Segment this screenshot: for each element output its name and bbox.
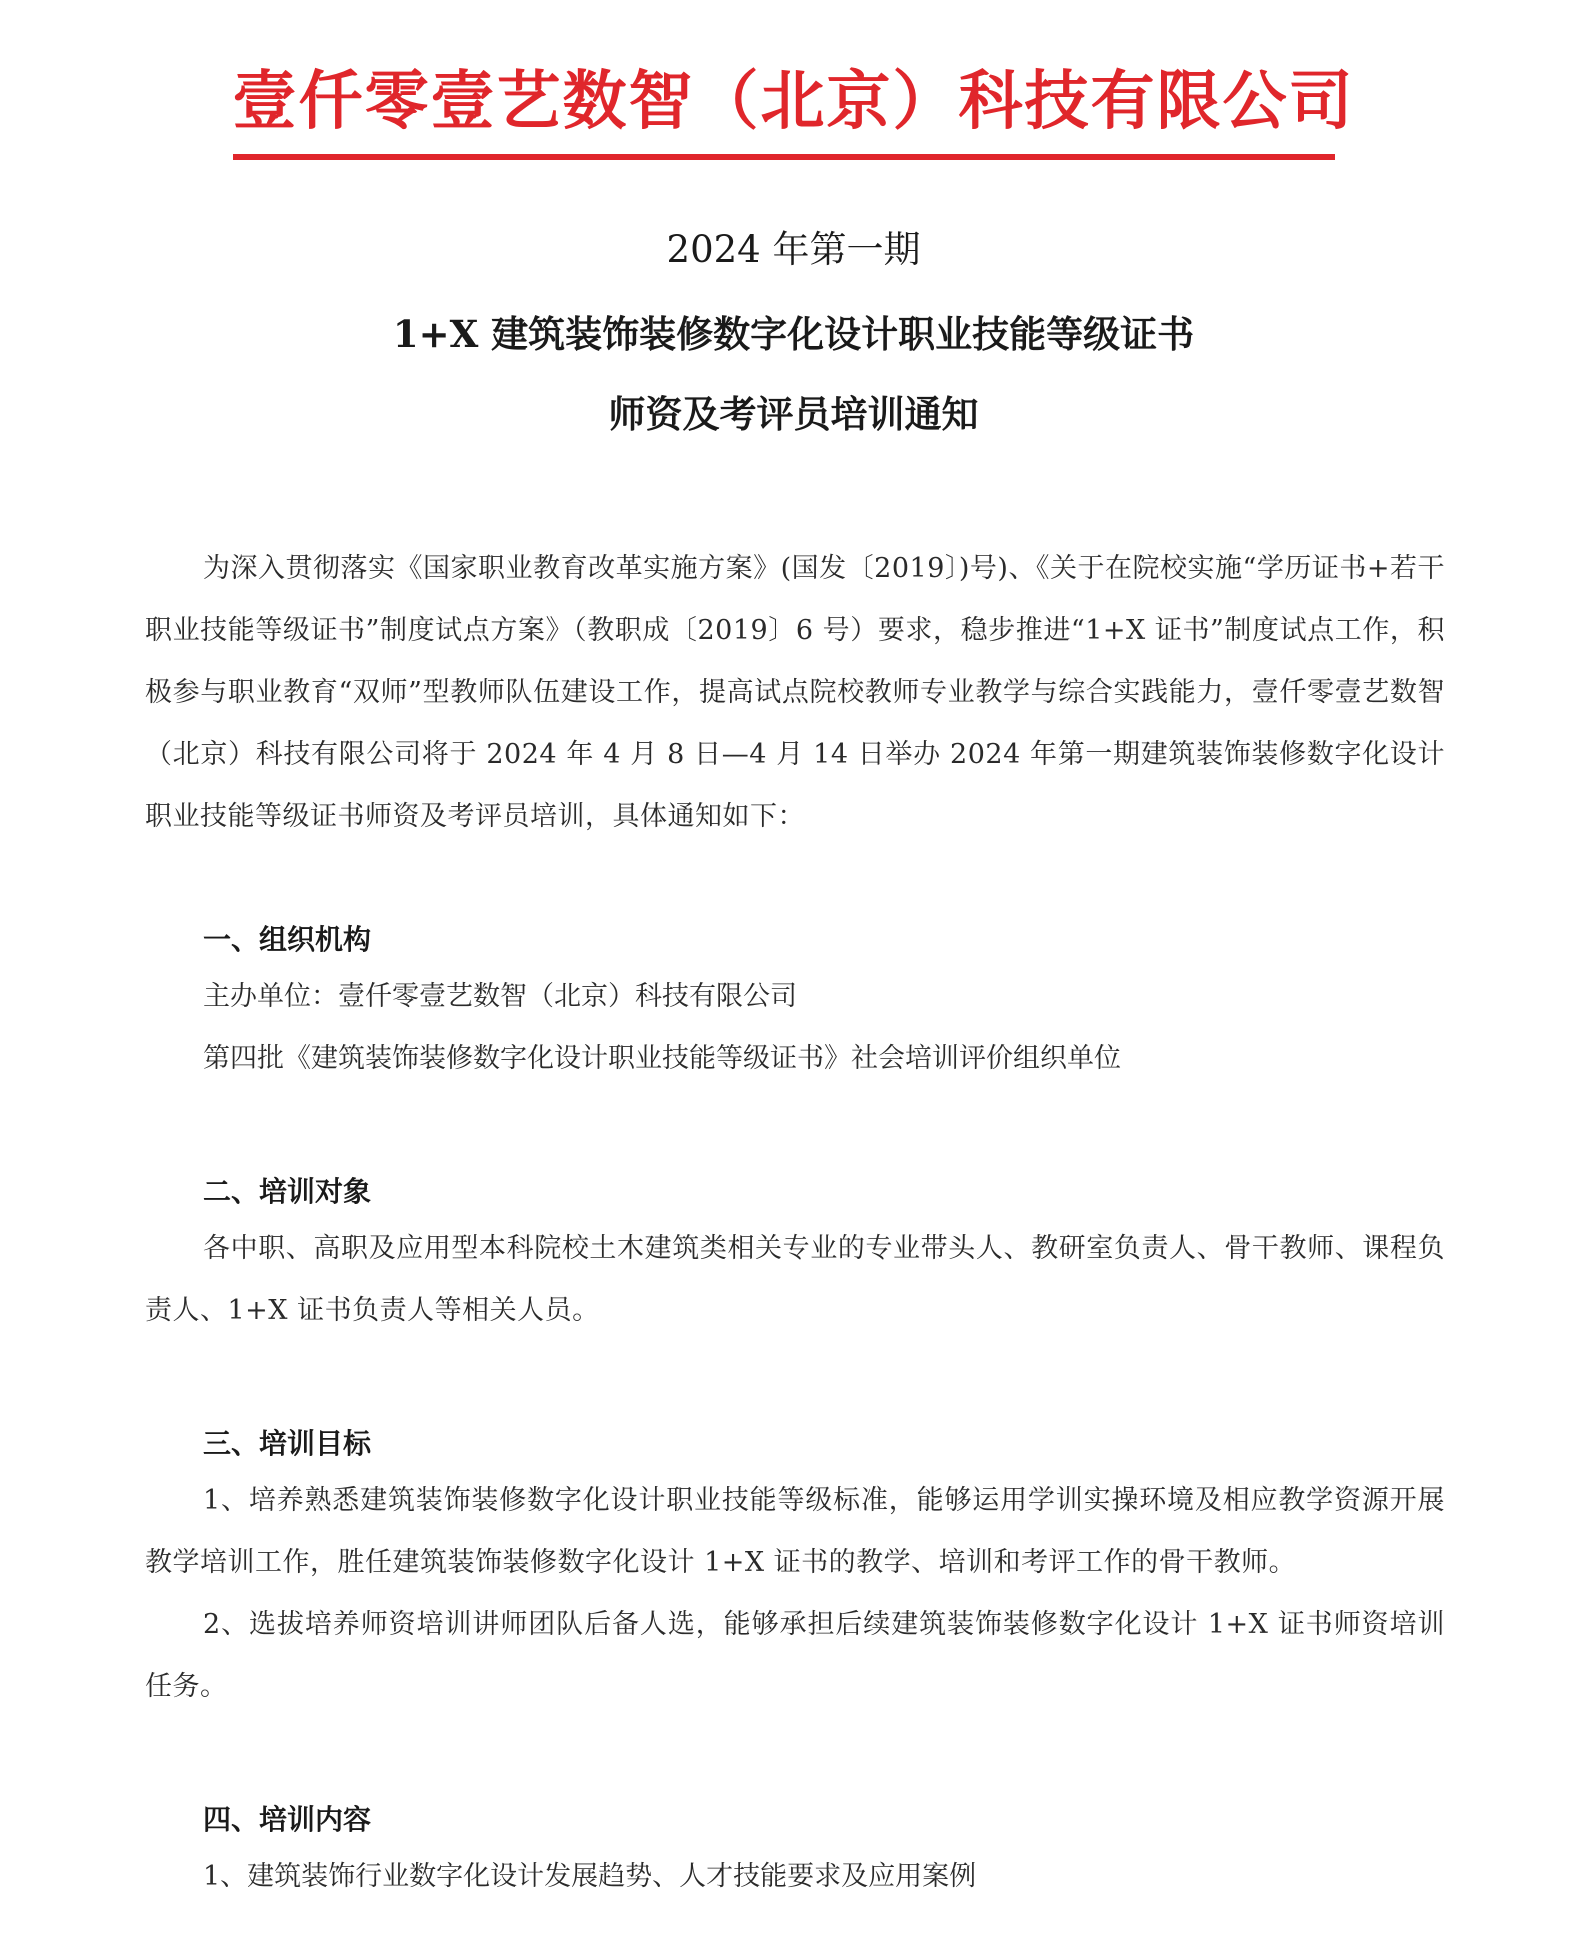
notice-title-subject: 师资及考评员培训通知 xyxy=(608,392,979,436)
organizer-line: 主办单位：壹仟零壹艺数智（北京）科技有限公司 xyxy=(203,981,797,1012)
goal-item-1: 1、培养熟悉建筑装饰装修数字化设计职业技能等级标准，能够运用学训实操环境及相应教学资源开展教学培训工作，胜任建筑装饰装修数字化设计 1+X 证书的教学、培训和考评工作的骨干教师。 xyxy=(145,1485,1445,1578)
intro-paragraph: 为深入贯彻落实《国家职业教育改革实施方案》(国发〔2019〕)号)、《关于在院校实施“学历证书+若干职业技能等级证书”制度试点方案》（教职成〔2019〕6 号）要求，稳步推进“1+X 证书”制度试点工作，积极参与职业教育“双师”型教师队伍建设工作，提高试点院校教师专业教学与综合实践能力，壹仟零壹艺数智（北京）科技有限公司将于 2024 年 4 月 8 日—4 月 14 日举办 2024 年第一期建筑装饰装修数字化设计职业技能等级证书师资及考评员培训，具体通知如下： xyxy=(145,553,1445,832)
letterhead-company-name: 壹仟零壹艺数智（北京）科技有限公司 xyxy=(232,65,1355,139)
section-heading-organization: 一、组织机构 xyxy=(203,923,372,956)
notice-title-certificate: 1+X 建筑装饰装修数字化设计职业技能等级证书 xyxy=(392,312,1195,356)
section-heading-goals: 三、培训目标 xyxy=(203,1427,372,1460)
section-heading-content: 四、培训内容 xyxy=(203,1803,372,1836)
content-item-1: 1、建筑装饰行业数字化设计发展趋势、人才技能要求及应用案例 xyxy=(203,1861,977,1892)
section-heading-audience: 二、培训对象 xyxy=(203,1175,372,1208)
organization-unit-line: 第四批《建筑装饰装修数字化设计职业技能等级证书》社会培训评价组织单位 xyxy=(203,1043,1121,1074)
letterhead-red-rule xyxy=(233,154,1335,160)
goal-item-2: 2、选拔培养师资培训讲师团队后备人选，能够承担后续建筑装饰装修数字化设计 1+X 证书师资培训任务。 xyxy=(145,1609,1445,1702)
audience-paragraph: 各中职、高职及应用型本科院校土木建筑类相关专业的专业带头人、教研室负责人、骨干教师、课程负责人、1+X 证书负责人等相关人员。 xyxy=(145,1233,1445,1326)
notice-title-period: 2024 年第一期 xyxy=(666,228,921,271)
